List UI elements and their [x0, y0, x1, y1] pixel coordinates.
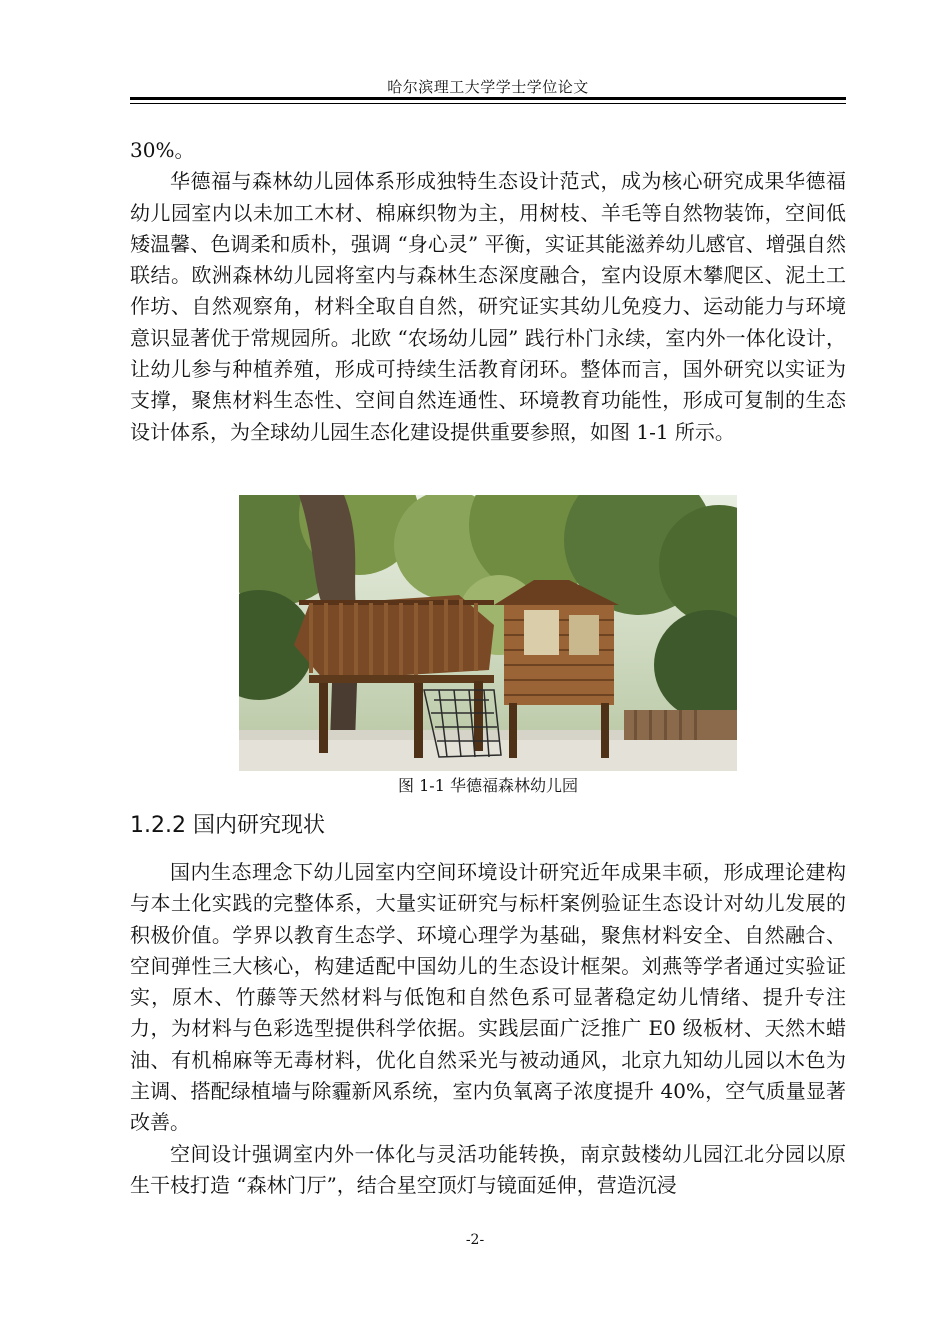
figure-treehouse-photo — [239, 495, 737, 771]
paragraph: 空间设计强调室内外一体化与灵活功能转换，南京鼓楼幼儿园江北分园以原生干枝打造 “森林门厅”，结合星空顶灯与镜面延伸，营造沉浸 — [130, 1141, 846, 1197]
section1-body — [130, 135, 846, 448]
figure-caption: 图 1-1 华德福森林幼儿园 — [398, 776, 578, 795]
section-heading: 1.2.2 国内研究现状 — [130, 813, 325, 838]
header-rule-thin — [130, 103, 846, 104]
header-rule-thick — [130, 97, 846, 100]
running-header: 哈尔滨理工大学学士学位论文 — [387, 78, 589, 96]
continued-text: 30%。 — [130, 138, 195, 162]
treehouse-photo — [239, 495, 737, 771]
paragraph: 华德福与森林幼儿园体系形成独特生态设计范式，成为核心研究成果华德福幼儿园室内以未加工木材、棉麻织物为主，用树枝、羊毛等自然物装饰，空间低矮温馨、色调柔和质朴，强调 “身心灵” 平衡，实证其能滋养幼儿感官、增强自然联结。欧洲森林幼儿园将室内与森林生态深度融合，室内设原木攀爬区、泥土工作坊、自然观察角，材料全取自自然，研究证实其幼儿免疫力、运动能力与环境意识显著优于常规园所。北欧 “农场幼儿园” 践行朴门永续，室内外一体化设计，让幼儿参与种植养殖，形成可持续生活教育闭环。整体而言，国外研究以实证为支撑，聚焦材料生态性、空间自然连通性、环境教育功能性，形成可复制的生态设计体系，为全球幼儿园生态化建设提供重要参照，如图 1-1 所示。 — [130, 169, 846, 444]
section2-body — [130, 857, 846, 1201]
paragraph: 国内生态理念下幼儿园室内空间环境设计研究近年成果丰硕，形成理论建构与本土化实践的完整体系，大量实证研究与标杆案例验证生态设计对幼儿发展的积极价值。学界以教育生态学、环境心理学为基础，聚焦材料安全、自然融合、空间弹性三大核心，构建适配中国幼儿的生态设计框架。刘燕等学者通过实验证实，原木、竹藤等天然材料与低饱和自然色系可显著稳定幼儿情绪、提升专注力，为材料与色彩选型提供科学依据。实践层面广泛推广 E0 级板材、天然木蜡油、有机棉麻等无毒材料，优化自然采光与被动通风，北京九知幼儿园以木色为主调、搭配绿植墙与除霾新风系统，室内负氧离子浓度提升 40%，空气质量显著改善。 — [130, 860, 846, 1135]
page-number: -2- — [465, 1232, 485, 1248]
